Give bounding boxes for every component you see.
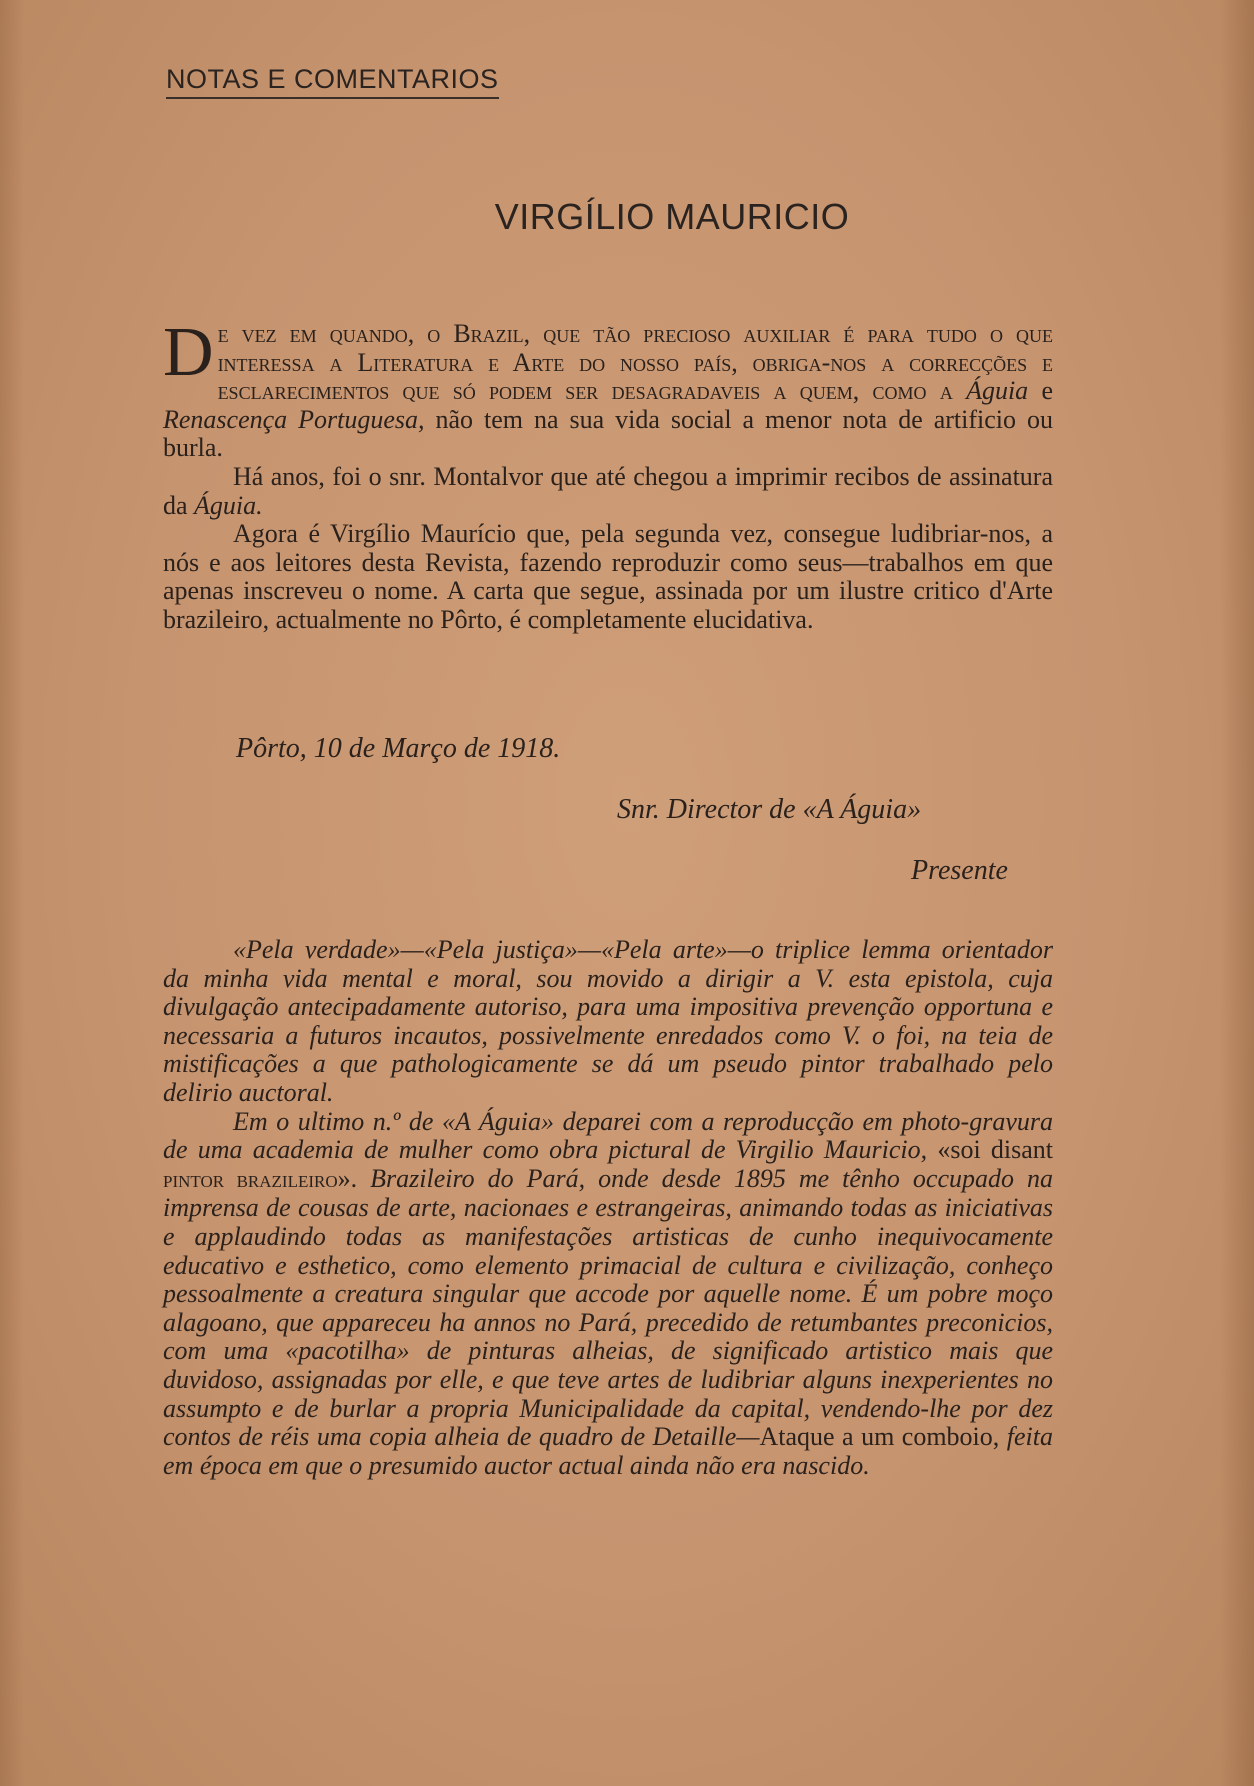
letter-date: Pôrto, 10 de Março de 1918. bbox=[236, 733, 561, 764]
running-head: NOTAS E COMENTARIOS bbox=[166, 64, 499, 99]
letter-addressee: Snr. Director de «A Águia» bbox=[617, 794, 922, 825]
page-edge-shadow-right bbox=[1220, 0, 1254, 1786]
page-edge-shadow-left bbox=[0, 0, 24, 1786]
drop-cap: D bbox=[163, 314, 214, 391]
article-title: VIRGÍLIO MAURICIO bbox=[494, 196, 850, 237]
letter-body bbox=[163, 936, 1053, 1480]
letter-paragraph-2: Em o ultimo n.º de «A Águia» deparei com a reproducção em photo-gravura de uma academia de mulher como obra pictural de Virgilio Mauricio, «soi disant pintor brazileiro». Brazileiro do Pará, onde desde 1895 me tênho occupado na imprensa de cousas de arte, nacionaes e estrangeiras, animando todas as iniciativas e applaudindo todas as manifestações artisticas de cunho inequivocamente educativo e esthetico, como elemento primacial de cultura e civilização, conheço pessoalmente a creatura singular que accode por aquelle nome. É um pobre moço alagoano, que appareceu ha annos no Pará, precedido de retumbantes preconicios, com uma «pacotilha» de pinturas alheias, de significado artistico mais que duvidoso, assignadas por elle, e que teve artes de ludibriar alguns inexperientes no assumpto e de burlar a propria Municipalidade da capital, vendendo-lhe por dez contos de réis uma copia alheia de quadro de Detaille—Ataque a um comboio, feita em época em que o presumido auctor actual ainda não era nascido. bbox=[163, 1106, 1053, 1480]
intro-paragraph-1: De vez em quando, o Brazil, que tão precioso auxiliar é para tudo o que interessa a Literatura e Arte do nosso país, obriga-nos a correcções e esclarecimentos que só podem ser desagradaveis a quem, como a Águia e Renascença Portuguesa, não tem na sua vida social a menor nota de artificio ou burla. bbox=[163, 314, 1053, 463]
letter-salutation: Presente bbox=[911, 855, 1008, 886]
letter-paragraph-1: «Pela verdade»—«Pela justiça»—«Pela arte»—o triplice lemma orientador da minha vida mental e moral, sou movido a dirigir a V. esta epistola, cuja divulgação antecipadamente autoriso, para uma impositiva prevenção opportuna e necessaria a futuros incautos, possivelmente enredados como V. o foi, na teia de mistificações a que pathologicamente se dá um pseudo pintor trabalhado pelo delirio auctoral. bbox=[163, 935, 1053, 1107]
intro-section bbox=[163, 314, 1053, 635]
intro-paragraph-3: Agora é Virgílio Maurício que, pela segunda vez, consegue ludibriar-nos, a nós e aos leitores desta Revista, fazendo reproduzir como seus—trabalhos em que apenas inscreveu o nome. A carta que segue, assinada por um ilustre critico d'Arte brazileiro, actualmente no Pôrto, é completamente elucidativa. bbox=[163, 519, 1053, 634]
intro-paragraph-2: Há anos, foi o snr. Montalvor que até chegou a imprimir recibos de assinatura da Águia. bbox=[163, 461, 1053, 520]
